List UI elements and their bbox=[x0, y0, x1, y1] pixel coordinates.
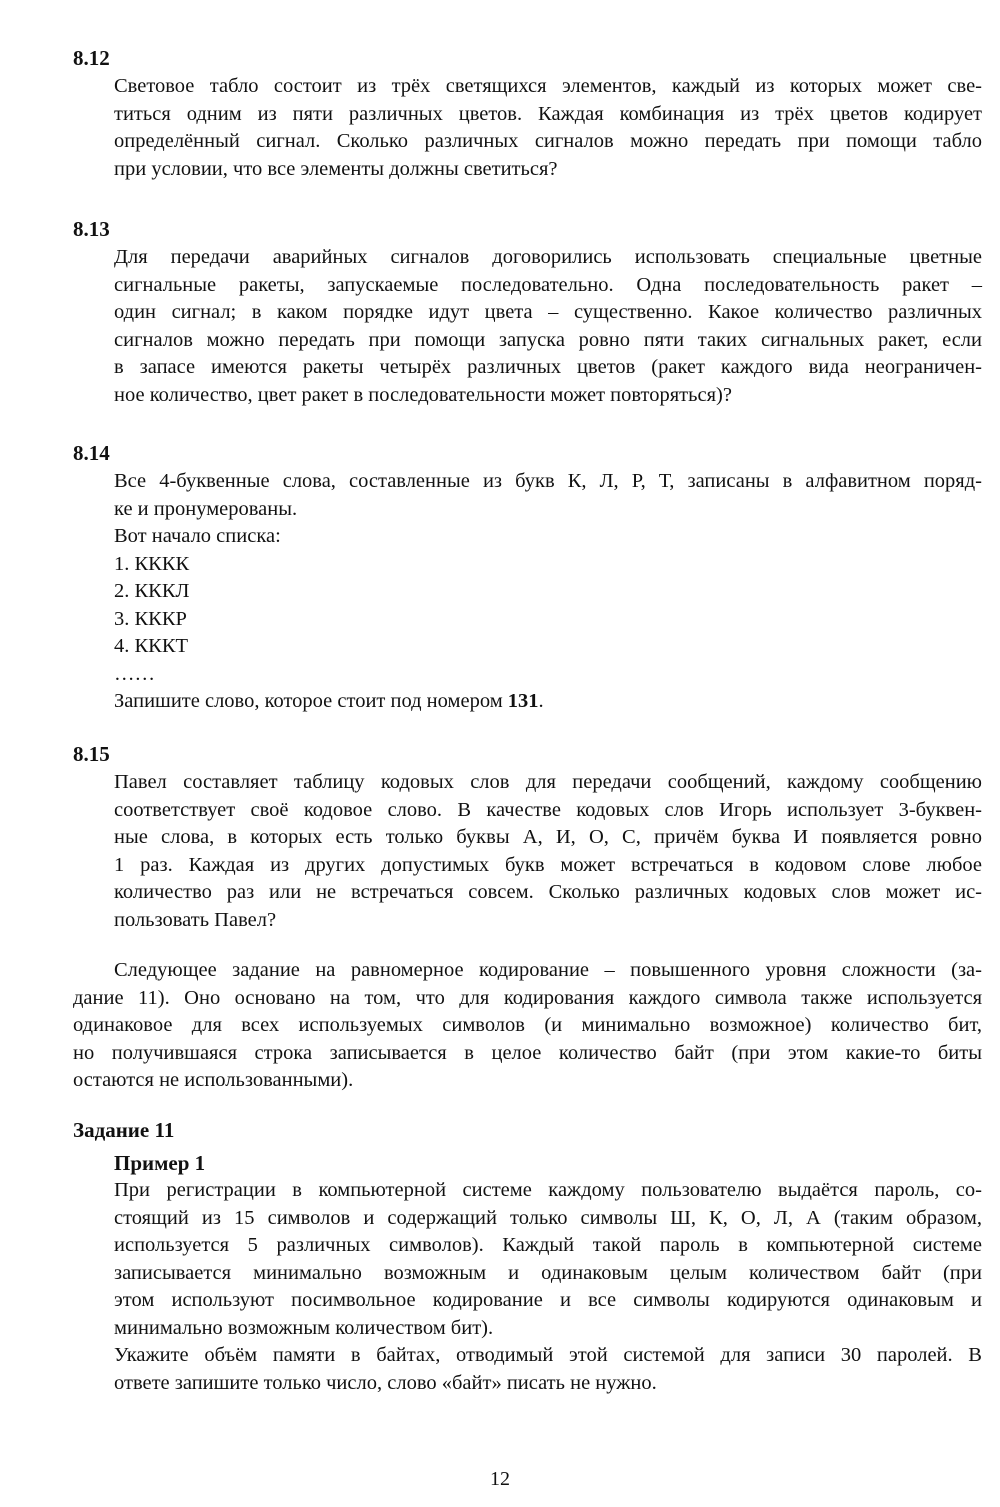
problem-text-8-13 bbox=[114, 244, 982, 409]
task-title: Задание 11 bbox=[73, 1118, 175, 1142]
text-line: соответствует своё кодовое слово. В качестве кодовых слов Игорь использует 3-буквен- bbox=[114, 798, 982, 821]
problem-text-8-14 bbox=[114, 468, 982, 716]
problem-text-8-12 bbox=[114, 73, 982, 183]
question-line: Укажите объём памяти в байтах, отводимый этой системой для записи 30 паролей. В bbox=[114, 1344, 982, 1366]
question-suffix: . bbox=[538, 690, 544, 712]
problem-number-8-12: 8.12 bbox=[73, 46, 110, 70]
text-line: Световое табло состоит из трёх светящихся элементов, каждый из которых может све- bbox=[114, 75, 982, 97]
text-line: количество раз или не встречаться совсем. Сколько различных кодовых слов может ис- bbox=[114, 881, 982, 903]
text-line: дание 11). Оно основано на том, что для кодирования каждого символа также используется bbox=[73, 986, 982, 1009]
text-line: Для передачи аварийных сигналов договорились использовать специальные цветные bbox=[114, 246, 982, 268]
text-line: Все 4-буквенные слова, составленные из букв К, Л, Р, Т, записаны в алфавитном поряд- bbox=[114, 470, 982, 492]
list-ellipsis: …… bbox=[114, 662, 155, 685]
text-line: При регистрации в компьютерной системе каждому пользователю выдаётся пароль, со- bbox=[114, 1179, 982, 1201]
text-line: ке и пронумерованы. bbox=[114, 497, 298, 520]
problem-number-8-13: 8.13 bbox=[73, 217, 110, 241]
example-title: Пример 1 bbox=[114, 1151, 206, 1175]
list-item: 1. КККК bbox=[114, 552, 190, 575]
problem-text-8-15 bbox=[114, 769, 982, 934]
question-line: ответе запишите только число, слово «байт» писать не нужно. bbox=[114, 1371, 657, 1394]
example-text bbox=[114, 1177, 982, 1397]
text-line: при условии, что все элементы должны светиться? bbox=[114, 157, 558, 180]
text-line: используется 5 различных символов). Каждый такой пароль в компьютерной системе bbox=[114, 1234, 982, 1256]
question-prefix: Запишите слово, которое стоит под номером bbox=[114, 690, 508, 712]
text-line: определённый сигнал. Сколько различных сигналов можно передать при помощи табло bbox=[114, 130, 982, 152]
text-line: один сигнал; в каком порядке идут цвета – существенно. Какое количество различных bbox=[114, 301, 982, 323]
text-line: минимально возможным количеством бит). bbox=[114, 1316, 494, 1339]
text-line: этом используют посимвольное кодирование и все символы кодируются одинаковым и bbox=[114, 1289, 982, 1311]
text-line: но получившаяся строка записывается в целое количество байт (при этом какие-то биты bbox=[73, 1041, 982, 1064]
text-line: титься одним из пяти различных цветов. Каждая комбинация из трёх цветов кодирует bbox=[114, 102, 982, 125]
text-line: сигнальные ракеты, запускаемые последовательно. Одна последовательность ракет – bbox=[114, 273, 982, 296]
text-line: Следующее задание на равномерное кодирование – повышенного уровня сложности (за- bbox=[114, 959, 982, 981]
text-line: сигналов можно передать при помощи запуска ровно пяти таких сигнальных ракет, если bbox=[114, 328, 982, 351]
text-line: пользовать Павел? bbox=[114, 908, 277, 931]
list-intro: Вот начало списка: bbox=[114, 525, 281, 547]
list-item: 4. КККТ bbox=[114, 635, 189, 657]
question-line bbox=[114, 688, 982, 716]
text-line: одинаковое для всех используемых символов (и минимально возможное) количество бит, bbox=[73, 1014, 982, 1036]
text-line: записывается минимально возможным и одинаковым целым количеством байт (при bbox=[114, 1261, 982, 1284]
text-line: ное количество, цвет ракет в последовательности может повторяться)? bbox=[114, 383, 732, 406]
list-item: 3. КККР bbox=[114, 607, 187, 630]
problem-number-8-15: 8.15 bbox=[73, 742, 110, 766]
problem-number-8-14: 8.14 bbox=[73, 441, 110, 465]
text-line: остаются не использованными). bbox=[73, 1069, 354, 1091]
list-item: 2. КККЛ bbox=[114, 580, 190, 602]
text-line: 1 раз. Каждая из других допустимых букв может встречаться в кодовом слове любое bbox=[114, 853, 982, 876]
text-line: ные слова, в которых есть только буквы А, И, О, С, причём буква И появляется ровно bbox=[114, 826, 982, 848]
page-number: 12 bbox=[490, 1468, 510, 1490]
question-number: 131 bbox=[507, 690, 539, 712]
text-line: Павел составляет таблицу кодовых слов для передачи сообщений, каждому сообщению bbox=[114, 771, 982, 793]
intro-paragraph bbox=[73, 957, 982, 1095]
text-line: стоящий из 15 символов и содержащий только символы Ш, К, О, Л, А (таким образом, bbox=[114, 1206, 982, 1229]
text-line: в запасе имеются ракеты четырёх различных цветов (ракет каждого вида неограничен- bbox=[114, 356, 982, 378]
